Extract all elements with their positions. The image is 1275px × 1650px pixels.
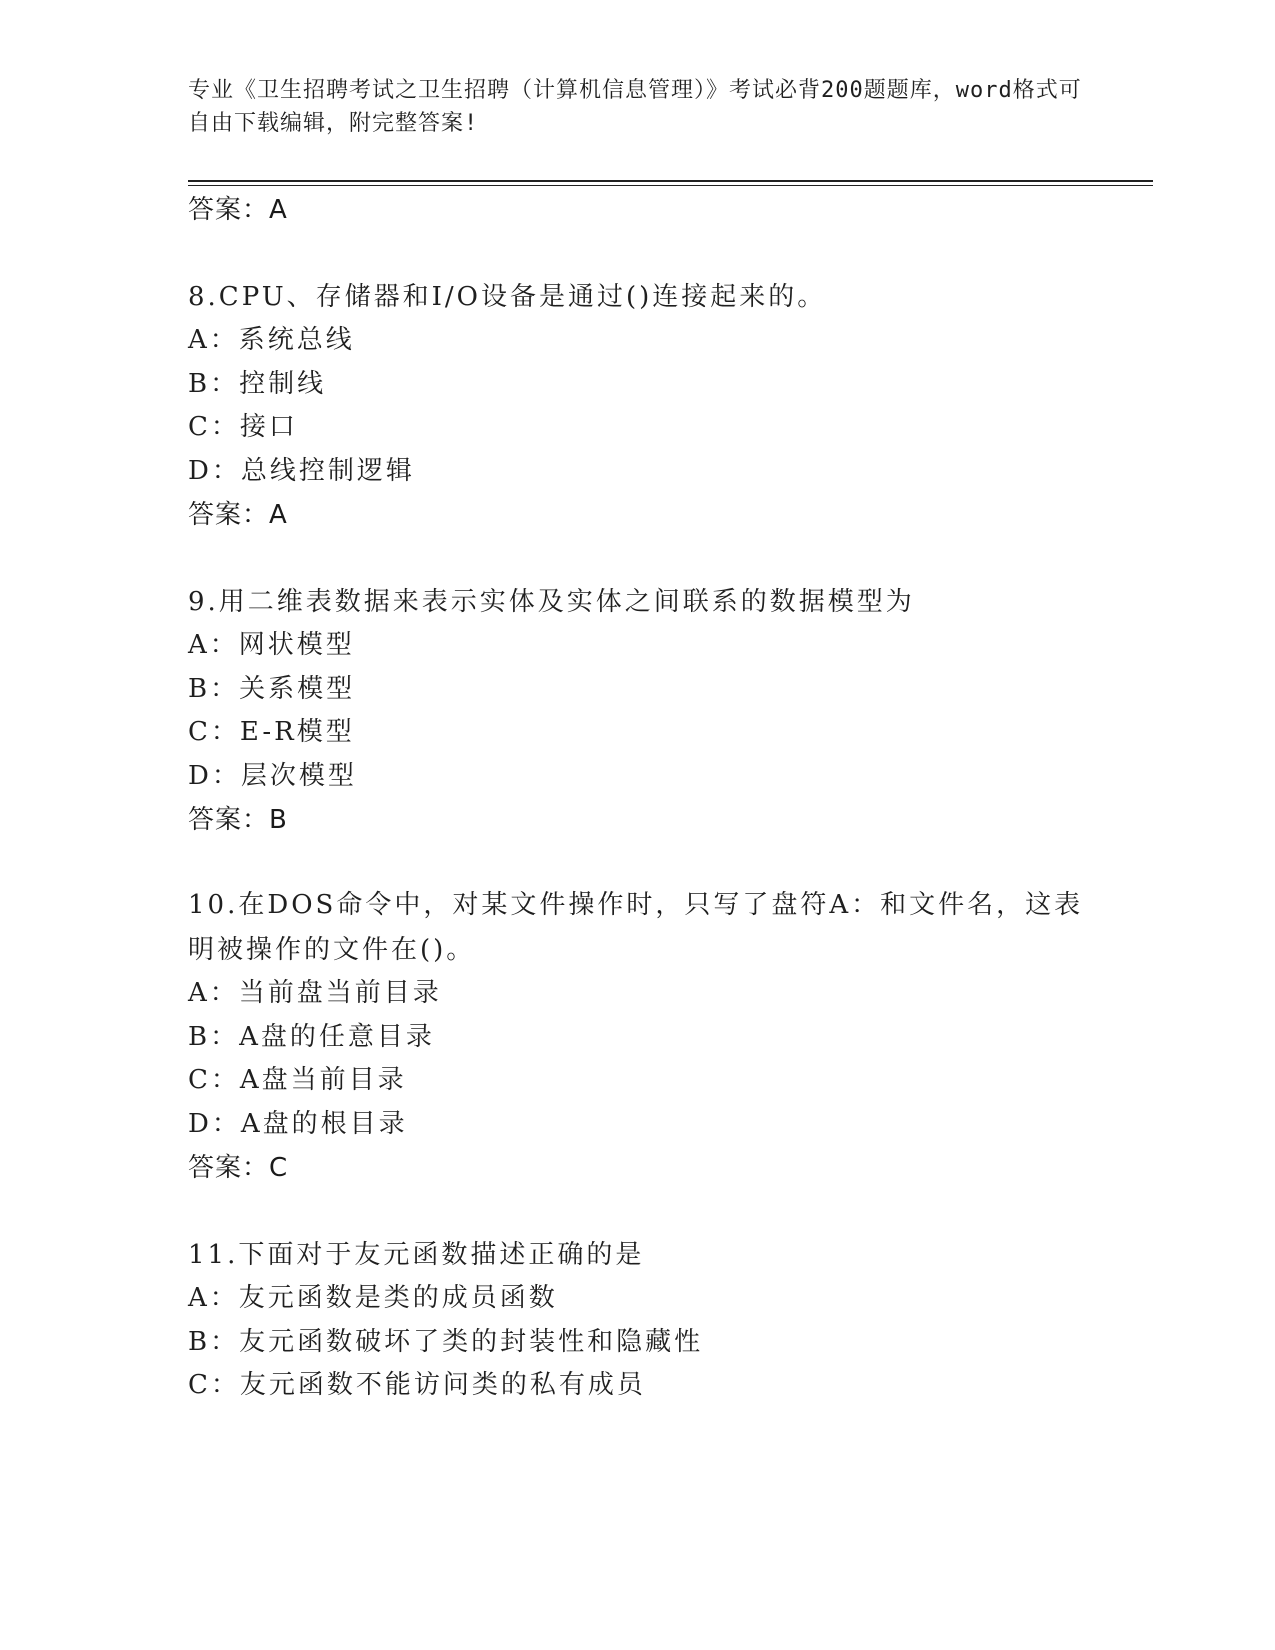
option-c: C：接口 — [188, 412, 298, 442]
answer-line: 答案：A — [188, 500, 288, 530]
question-stem: 10.在DOS命令中，对某文件操作时，只写了盘符A：和文件名，这表明被操作的文件在()。 — [188, 890, 1084, 965]
option-b: B：A盘的任意目录 — [188, 1022, 435, 1052]
option-c: C：A盘当前目录 — [188, 1065, 407, 1095]
question-stem: 8.CPU、存储器和I/O设备是通过()连接起来的。 — [188, 282, 827, 312]
document-header: 专业《卫生招聘考试之卫生招聘（计算机信息管理）》考试必背200题题库，word格式可自由下载编辑，附完整答案! — [188, 78, 1082, 136]
option-a: A：友元函数是类的成员函数 — [188, 1283, 558, 1313]
option-b: B：友元函数破坏了类的封装性和隐藏性 — [188, 1327, 704, 1357]
question-stem: 9.用二维表数据来表示实体及实体之间联系的数据模型为 — [188, 587, 915, 617]
answer-line: 答案：B — [188, 805, 288, 835]
header-divider-thin — [188, 185, 1153, 186]
header-divider-thick — [188, 180, 1153, 182]
option-d: D：总线控制逻辑 — [188, 456, 415, 486]
answer-line: 答案：C — [188, 1153, 289, 1183]
option-b: B：关系模型 — [188, 674, 356, 704]
option-c: C：友元函数不能访问类的私有成员 — [188, 1370, 646, 1400]
option-c: C：E-R模型 — [188, 717, 355, 747]
answer-line: 答案：A — [188, 195, 288, 225]
question-stem: 11.下面对于友元函数描述正确的是 — [188, 1240, 645, 1270]
option-a: A：系统总线 — [188, 325, 355, 355]
option-a: A：网状模型 — [188, 630, 355, 660]
option-b: B：控制线 — [188, 369, 327, 399]
option-d: D：层次模型 — [188, 761, 357, 791]
option-d: D：A盘的根目录 — [188, 1109, 408, 1139]
option-a: A：当前盘当前目录 — [188, 978, 442, 1008]
